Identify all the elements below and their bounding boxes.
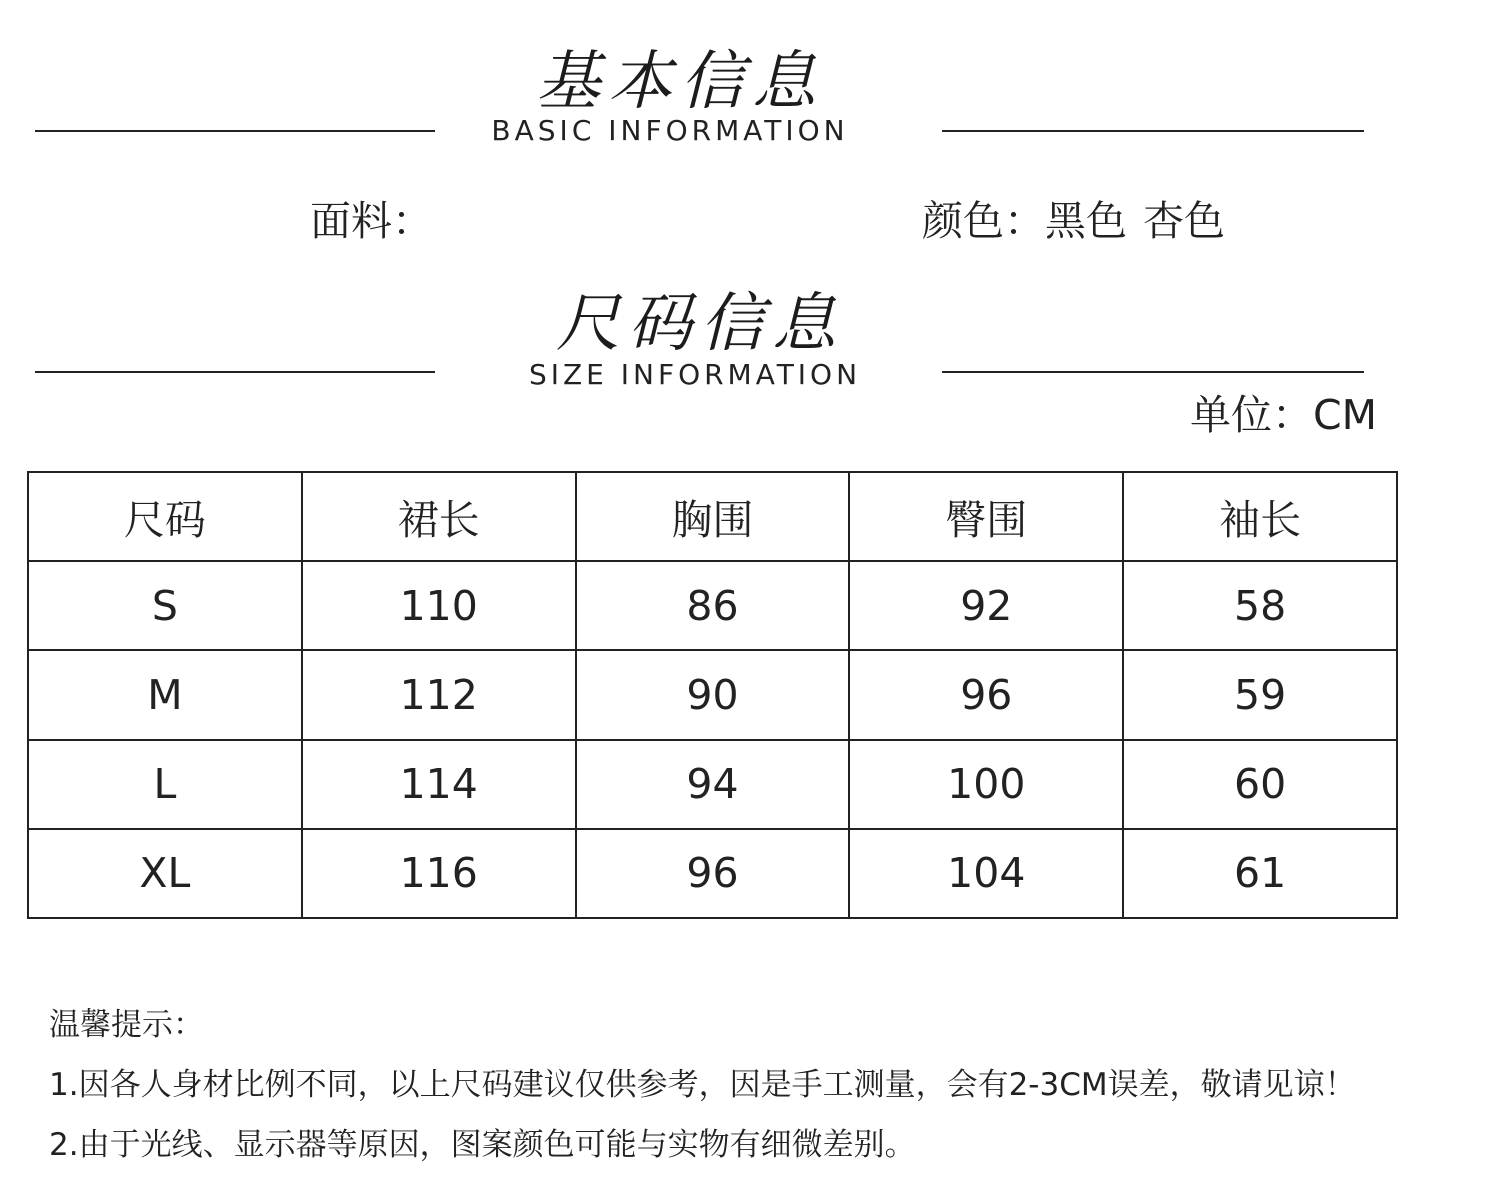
basic-info-title: 基本信息	[536, 45, 824, 119]
basic-left-divider	[35, 130, 435, 132]
header-size: 尺码	[28, 472, 302, 561]
size-table	[27, 471, 1398, 919]
size-info-title: 尺码信息	[556, 287, 844, 361]
size-left-divider	[35, 371, 435, 373]
table-cell: 100	[849, 740, 1123, 829]
tip-item-2: 2.由于光线、显示器等原因，图案颜色可能与实物有细微差别。	[49, 1127, 916, 1163]
table-cell: L	[28, 740, 302, 829]
table-cell: XL	[28, 829, 302, 918]
size-right-divider	[942, 371, 1364, 373]
header-skirt-length: 裙长	[302, 472, 576, 561]
table-cell: 116	[302, 829, 576, 918]
basic-right-divider	[942, 130, 1364, 132]
table-cell: 61	[1123, 829, 1397, 918]
header-hip: 臀围	[849, 472, 1123, 561]
header-sleeve-length: 袖长	[1123, 472, 1397, 561]
table-cell: 60	[1123, 740, 1397, 829]
size-info-subtitle: SIZE INFORMATION	[528, 358, 862, 391]
table-row	[28, 829, 1397, 918]
tip-item-1: 1.因各人身材比例不同，以上尺码建议仅供参考，因是手工测量，会有2-3CM误差，敬请见谅！	[49, 1067, 1356, 1103]
table-row	[28, 740, 1397, 829]
color-label: 颜色：	[922, 197, 1045, 245]
table-cell: M	[28, 650, 302, 739]
tips-heading: 温馨提示：	[49, 1007, 204, 1043]
table-cell: 104	[849, 829, 1123, 918]
fabric-label: 面料：	[310, 197, 433, 245]
table-cell: 90	[576, 650, 850, 739]
color-value-apricot: 杏色	[1143, 197, 1225, 245]
tips-section	[49, 1003, 1356, 1183]
table-header-row	[28, 472, 1397, 561]
table-cell: 112	[302, 650, 576, 739]
table-cell: 110	[302, 561, 576, 650]
table-cell: 59	[1123, 650, 1397, 739]
table-cell: 58	[1123, 561, 1397, 650]
table-cell: 96	[576, 829, 850, 918]
table-cell: 96	[849, 650, 1123, 739]
table-cell: 114	[302, 740, 576, 829]
table-cell: 94	[576, 740, 850, 829]
header-bust: 胸围	[576, 472, 850, 561]
color-info	[922, 188, 1225, 247]
table-cell: 92	[849, 561, 1123, 650]
table-row	[28, 650, 1397, 739]
table-cell: 86	[576, 561, 850, 650]
basic-info-subtitle: BASIC INFORMATION	[491, 114, 849, 147]
table-row	[28, 561, 1397, 650]
table-cell: S	[28, 561, 302, 650]
color-value-black: 黑色	[1045, 197, 1127, 245]
unit-label: 单位：CM	[1190, 391, 1378, 439]
